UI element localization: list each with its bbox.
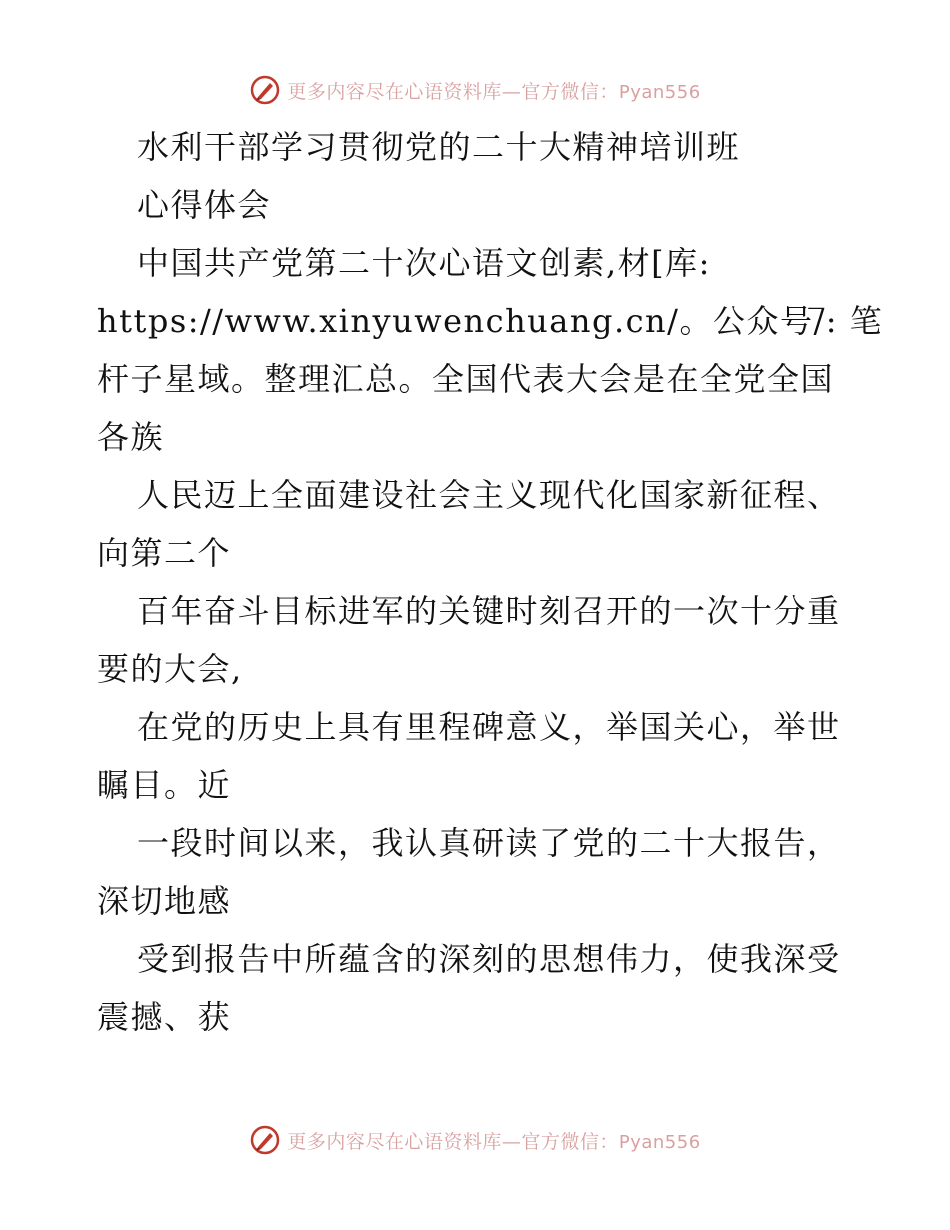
header-banner <box>0 70 950 110</box>
text-line: 中国共产党第二十次心语文创素,材[库: <box>137 244 711 282</box>
pen-logo-icon <box>249 74 281 106</box>
text-line: 在党的历史上具有里程碑意义，举国关心，举世 <box>137 708 841 746</box>
text-line: 震撼、获 <box>97 998 232 1036</box>
pen-logo-icon <box>249 1124 281 1156</box>
text-line: 瞩目。近 <box>97 766 232 804</box>
text-line: 向第二个 <box>97 534 232 572</box>
text-line: 受到报告中所蕴含的深刻的思想伟力，使我深受 <box>137 940 841 978</box>
footer-banner <box>0 1120 950 1160</box>
text-line: 深切地感 <box>97 882 232 920</box>
doc-title-line-2: 心得体会 <box>137 186 272 224</box>
text-line: 人民迈上全面建设社会主义现代化国家新征程、 <box>137 476 841 514</box>
banner-text: 更多内容尽在心语资料库—官方微信： <box>287 80 619 103</box>
banner-wechat-id: Pyan556 <box>618 81 701 103</box>
banner-text: 更多内容尽在心语资料库—官方微信： <box>287 1130 619 1153</box>
text-line: 杆子星域。整理汇总。全国代表大会是在全党全国 <box>97 360 835 398</box>
doc-title-line-1: 水利干部学习贯彻党的二十大精神培训班 <box>137 128 741 166</box>
text-line: https://www.xinyuwenchuang.cn/。公众号/̅: 笔 <box>97 302 884 340</box>
text-line: 百年奋斗目标进军的关键时刻召开的一次十分重 <box>137 592 841 630</box>
text-line: 一段时间以来，我认真研读了党的二十大报告， <box>137 824 841 862</box>
text-line: 各族 <box>97 418 165 456</box>
banner-wechat-id: Pyan556 <box>618 1131 701 1153</box>
document-body <box>97 118 884 1046</box>
text-line: 要的大会, <box>97 650 243 688</box>
